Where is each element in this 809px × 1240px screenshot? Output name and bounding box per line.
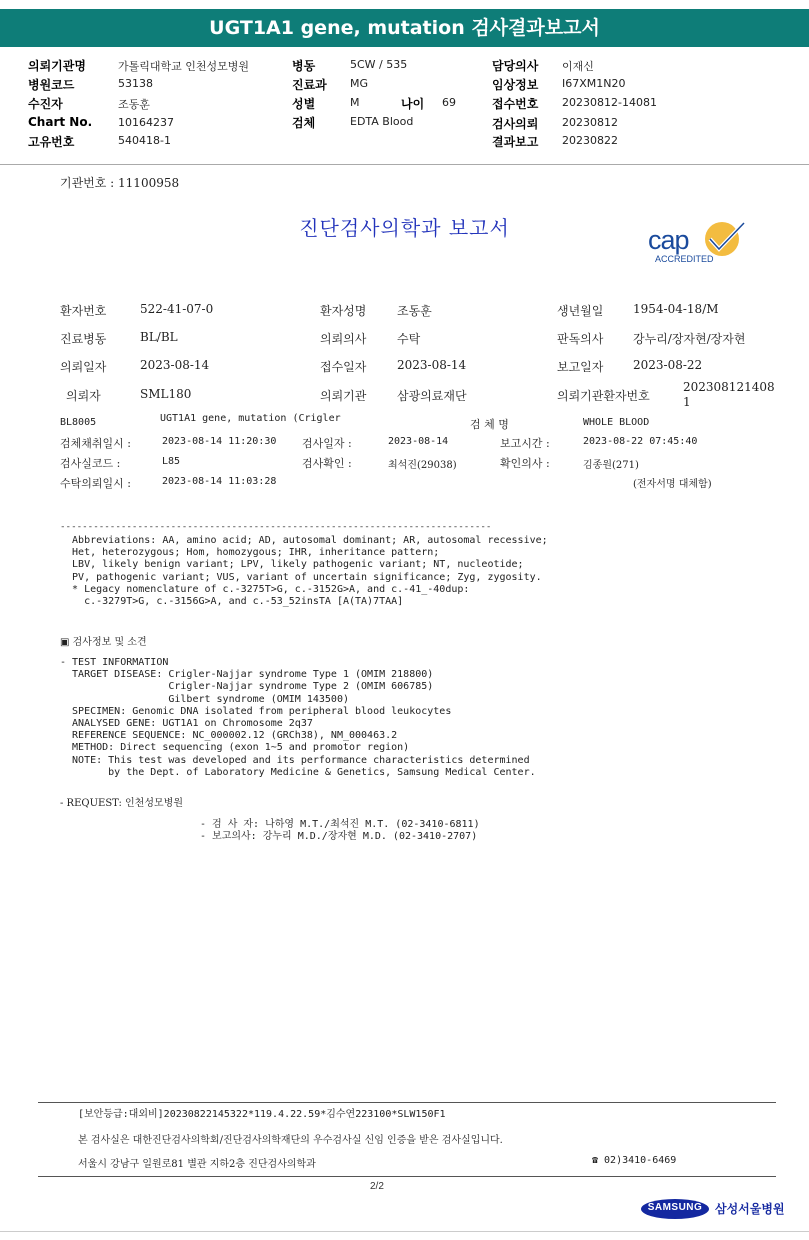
info-value-continued: 1 [683, 395, 691, 409]
info-label: 생년월일 [557, 304, 604, 318]
detail-label: 보고시간 : [500, 437, 550, 450]
header-label: 임상정보 [492, 78, 539, 92]
section-heading: ▣ 검사정보 및 소견 [60, 637, 147, 648]
info-label: 진료병동 [60, 332, 107, 346]
detail-label: 검사확인 : [302, 457, 352, 470]
footer-divider-bottom [38, 1176, 776, 1177]
detail-label: 검사일자 : [302, 437, 352, 450]
receipt-label: 수탁의뢰일시 : [60, 477, 131, 490]
header-value: 가톨릭대학교 인천성모병원 [118, 60, 250, 73]
test-code: BL8005 [60, 417, 97, 428]
info-value: 2023-08-22 [633, 358, 703, 372]
info-value: 522-41-07-0 [140, 302, 214, 316]
header-label: 결과보고 [492, 135, 539, 149]
info-value: SML180 [140, 387, 192, 401]
info-label: 판독의사 [557, 332, 604, 346]
info-label: 의뢰자 [66, 389, 101, 403]
header-value: 53138 [118, 77, 153, 90]
header-value: 540418-1 [118, 134, 171, 147]
cap-accredited-logo [648, 219, 748, 269]
age-label: 나이 [401, 97, 425, 111]
header-value: I67XM1N20 [562, 77, 626, 90]
header-value: EDTA Blood [350, 115, 414, 128]
header-value: 20230822 [562, 134, 618, 147]
header-label: 의뢰기관명 [28, 59, 86, 73]
age-value: 69 [442, 96, 456, 109]
header-value: 조동훈 [118, 98, 150, 111]
info-value: 삼광의료재단 [397, 389, 467, 403]
header-label: 병원코드 [28, 78, 75, 92]
staff-block: - 검 사 자: 나하영 M.T./최석진 M.T. (02-3410-6811) - 보고의사: 강누리 M.D./장자현 M.D. (02-3410-2707) [200, 819, 480, 843]
detail-value: 2023-08-22 07:45:40 [583, 436, 698, 447]
report-title: UGT1A1 gene, mutation 검사결과보고서 [0, 9, 809, 47]
detail-value: L85 [162, 456, 181, 467]
address-line: 서울시 강남구 일원로81 별관 지하2층 진단검사의학과 [78, 1159, 316, 1170]
detail-value: 2023-08-14 [388, 436, 449, 447]
info-value: 강누리/장자현/장자현 [633, 332, 746, 346]
phone-line: ☎ 02)3410-6469 [592, 1155, 677, 1166]
header-label: 담당의사 [492, 59, 539, 73]
cap-logo-text: cap [648, 225, 689, 255]
header-label: 병동 [292, 59, 316, 73]
header-label: 성별 [292, 97, 316, 111]
abbreviations-block: Abbreviations: AA, amino acid; AD, autosomal dominant; AR, autosomal recessive; Het, heterozygous; Hom, homozygous; IHR, inheritance pattern; LBV, likely benign variant; LPV, likely pathogenic variant; NT, nucleotide; PV, pathogenic variant; VUS, variant of uncertain significance; Zyg, zygosity. * Legacy nomenclature of c.-3275T>G, c.-3152G>A, and c.-41_-40dup: c.-3279T>G, c.-3156G>A, and c.-53_52insTA [A(TA)7TAA] [72, 535, 548, 608]
info-label: 의뢰의사 [320, 332, 367, 346]
info-label: 접수일자 [320, 360, 367, 374]
info-value: 조동훈 [397, 304, 432, 318]
header-label: 고유번호 [28, 135, 75, 149]
info-value: 2023-08-14 [397, 358, 467, 372]
test-information-block: - TEST INFORMATION TARGET DISEASE: Crigler-Najjar syndrome Type 1 (OMIM 218800) Crigler-Najjar syndrome Type 2 (OMIM 606785) Gilbert syndrome (OMIM 143500) SPECIMEN: Genomic DNA isolated from peripheral blood leukocytes ANALYSED GENE: UGT1A1 on Chromosome 2q37 REFERENCE SEQUENCE: NC_000002.12 (GRCh38), NM_000463.2 METHOD: Direct sequencing (exon 1~5 and promotor region) NOTE: This test was developed and its performance characteristics determined by the Dept. of Laboratory Medicine & Genetics, Samsung Medical Center. [60, 657, 536, 778]
header-label: 진료과 [292, 78, 327, 92]
header-value: 20230812-14081 [562, 96, 657, 109]
info-label: 의뢰일자 [60, 360, 107, 374]
institution-number: 기관번호 : 11100958 [60, 176, 180, 190]
cap-logo-subtext: ACCREDITED [655, 254, 714, 264]
dashed-divider: ------------------------------------------------------------------------------ [60, 521, 492, 532]
specimen-value: WHOLE BLOOD [583, 417, 650, 428]
page-bottom-line [0, 1231, 809, 1232]
detail-label: 확인의사 : [500, 457, 550, 470]
certification-line: 본 검사실은 대한진단검사의학회/진단검사의학재단의 우수검사실 신임 인증을 받은 검사실입니다. [78, 1135, 503, 1146]
header-value: 5CW / 535 [350, 58, 408, 71]
detail-label: 검사실코드 : [60, 457, 121, 470]
specimen-label: 검 체 명 [470, 418, 509, 431]
hospital-name: 삼성서울병원 [715, 1202, 785, 1216]
document-top-divider [0, 164, 809, 165]
info-label: 의뢰기관 [320, 389, 367, 403]
detail-label: 검체채취일시 : [60, 437, 131, 450]
report-subtitle: 진단검사의학과 보고서 [299, 216, 510, 240]
detail-value: 김종원(271) [583, 460, 639, 471]
header-value: MG [350, 77, 369, 90]
info-value: 수탁 [397, 332, 421, 346]
header-value: 10164237 [118, 116, 174, 129]
info-label: 환자번호 [60, 304, 107, 318]
test-name: UGT1A1 gene, mutation (Crigler [160, 413, 341, 424]
page-number: 2/2 [370, 1181, 384, 1192]
info-label: 의뢰기관환자번호 [557, 389, 650, 403]
samsung-logo [640, 1198, 710, 1220]
request-line: - REQUEST: 인천성모병원 [60, 798, 183, 809]
header-label: 수진자 [28, 97, 63, 111]
info-label: 보고일자 [557, 360, 604, 374]
header-label: 접수번호 [492, 97, 539, 111]
detail-value: 최석진(29038) [388, 460, 457, 471]
info-value: 2023-08-14 [140, 358, 210, 372]
info-label: 환자성명 [320, 304, 367, 318]
esign-note: (전자서명 대체함) [633, 479, 712, 490]
header-value: M [350, 96, 360, 109]
detail-value: 2023-08-14 11:20:30 [162, 436, 277, 447]
header-label: 검사의뢰 [492, 117, 539, 131]
header-value: 20230812 [562, 116, 618, 129]
header-label: 검체 [292, 116, 316, 130]
security-line: [보안등급:대외비]20230822145322*119.4.22.59*김수연223100*SLW150F1 [78, 1109, 446, 1120]
samsung-logo-text: SAMSUNG [647, 1202, 703, 1213]
header-value: 이재신 [562, 60, 594, 73]
info-value: 1954-04-18/M [633, 302, 719, 316]
receipt-value: 2023-08-14 11:03:28 [162, 476, 277, 487]
info-value: BL/BL [140, 330, 178, 344]
info-value: 202308121408 [683, 380, 775, 394]
footer-divider-top [38, 1102, 776, 1103]
header-label: Chart No. [28, 115, 93, 129]
